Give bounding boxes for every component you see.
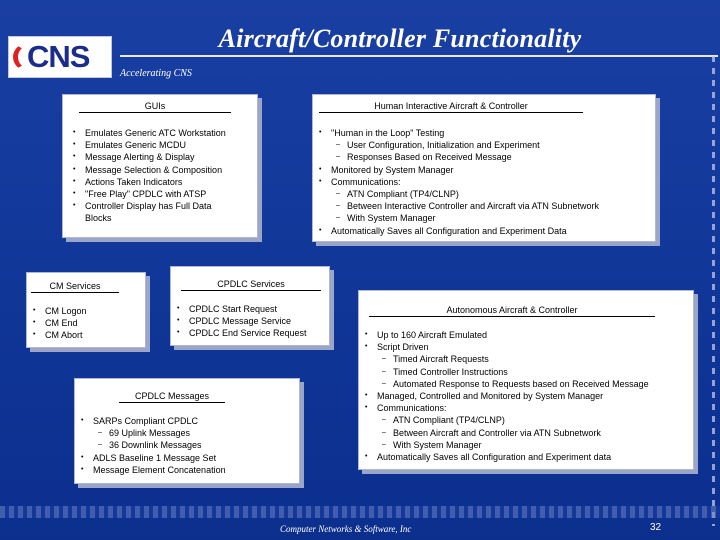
list-item: • Automatically Saves all Configuration and Experiment Data (319, 225, 649, 237)
list-item: • Communications: (319, 176, 649, 188)
human-interactive-title: Human Interactive Aircraft & Controller (319, 101, 583, 111)
list-item: • ADLS Baseline 1 Message Set (81, 452, 295, 464)
list-item: – 69 Uplink Messages (81, 427, 295, 439)
list-item: – Automated Response to Requests based on Received Message (365, 378, 691, 390)
guis-box (62, 94, 258, 238)
list-item: • Controller Display has Full Data Blocks (73, 200, 235, 224)
cpdlc-services-title: CPDLC Services (181, 279, 321, 289)
list-item: • CM Abort (33, 329, 143, 341)
list-item: – User Configuration, Initialization and Experiment (319, 139, 649, 151)
slide-title: Aircraft/Controller Functionality (218, 24, 582, 53)
list-item: • CPDLC End Service Request (177, 327, 327, 339)
guis-list (73, 127, 253, 225)
human-interactive-box (312, 94, 656, 242)
autonomous-title: Autonomous Aircraft & Controller (369, 305, 655, 315)
list-item: – With System Manager (319, 212, 649, 224)
cpdlc-services-box (170, 266, 330, 346)
cm-services-list (33, 305, 143, 342)
autonomous-box (358, 290, 694, 470)
list-item: • CPDLC Start Request (177, 303, 327, 315)
list-item: • Actions Taken Indicators (73, 176, 253, 188)
cpdlc-messages-title: CPDLC Messages (119, 391, 225, 401)
page-number: 32 (650, 522, 662, 533)
tagline: Accelerating CNS (120, 68, 192, 79)
human-interactive-list (319, 127, 649, 237)
cm-services-title: CM Services (31, 281, 119, 291)
list-item: – Timed Controller Instructions (365, 366, 691, 378)
list-item: • Monitored by System Manager (319, 164, 649, 176)
list-item: • Communications: (365, 402, 691, 414)
list-item: • CM End (33, 317, 143, 329)
list-item: • Emulates Generic MCDU (73, 139, 253, 151)
list-item: • Message Alerting & Display (73, 151, 253, 163)
list-item: • Managed, Controlled and Monitored by System Manager (365, 390, 691, 402)
list-item: – ATN Compliant (TP4/CLNP) (365, 414, 691, 426)
list-item: • Emulates Generic ATC Workstation (73, 127, 253, 139)
list-item: • Script Driven (365, 341, 691, 353)
list-item: – ATN Compliant (TP4/CLNP) (319, 188, 649, 200)
list-item: • CM Logon (33, 305, 143, 317)
autonomous-list (365, 329, 691, 463)
list-item: • Message Element Concatenation (81, 464, 295, 476)
list-item: – 36 Downlink Messages (81, 439, 295, 451)
cm-services-box (26, 272, 146, 348)
cpdlc-messages-box (74, 378, 300, 484)
list-item: • Automatically Saves all Configuration and Experiment data (365, 451, 691, 463)
list-item: – Timed Aircraft Requests (365, 353, 691, 365)
list-item: • "Free Play" CPDLC with ATSP (73, 188, 253, 200)
decorative-right-rail (712, 56, 715, 526)
list-item: • Up to 160 Aircraft Emulated (365, 329, 691, 341)
list-item: • "Human in the Loop" Testing (319, 127, 649, 139)
title-divider (120, 55, 718, 57)
guis-title: GUIs (79, 101, 231, 111)
decorative-bottom-band (0, 506, 720, 518)
cns-logo (8, 36, 112, 78)
list-item: • SARPs Compliant CPDLC (81, 415, 295, 427)
logo-text: CNS (27, 39, 90, 74)
list-item: – With System Manager (365, 439, 691, 451)
footer-company: Computer Networks & Software, Inc (280, 524, 412, 534)
cpdlc-messages-list (81, 415, 295, 476)
list-item: • Message Selection & Composition (73, 164, 253, 176)
cpdlc-services-list (177, 303, 327, 340)
list-item: – Between Interactive Controller and Aircraft via ATN Subnetwork (319, 200, 649, 212)
list-item: • CPDLC Message Service (177, 315, 327, 327)
list-item: – Responses Based on Received Message (319, 151, 649, 163)
list-item: – Between Aircraft and Controller via ATN Subnetwork (365, 427, 691, 439)
